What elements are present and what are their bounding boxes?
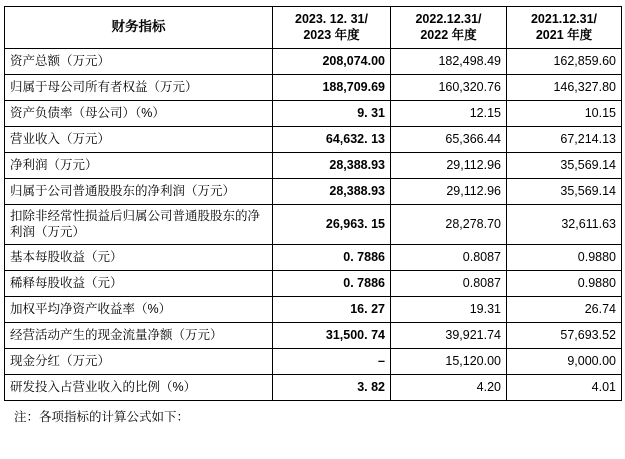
table-row bbox=[5, 75, 622, 101]
financial-indicators-table bbox=[4, 6, 622, 401]
metric-value: 31,500. 74 bbox=[273, 323, 391, 349]
metric-label: 研发投入占营业收入的比例（%） bbox=[5, 375, 273, 401]
metric-label: 经营活动产生的现金流量净额（万元） bbox=[5, 323, 273, 349]
column-header-2023-line1: 2023. 12. 31/ bbox=[295, 11, 368, 26]
metric-value: 188,709.69 bbox=[273, 75, 391, 101]
metric-label: 资产负债率（母公司）（%） bbox=[5, 101, 273, 127]
metric-value: 0. 7886 bbox=[273, 271, 391, 297]
column-header-metric: 财务指标 bbox=[5, 7, 273, 49]
table-body bbox=[5, 49, 622, 401]
metric-value: 4.20 bbox=[391, 375, 507, 401]
table-row bbox=[5, 271, 622, 297]
metric-label: 扣除非经常性损益后归属公司普通股股东的净利润（万元） bbox=[5, 205, 273, 245]
metric-value: 162,859.60 bbox=[507, 49, 622, 75]
metric-label: 营业收入（万元） bbox=[5, 127, 273, 153]
column-header-2022 bbox=[391, 7, 507, 49]
table-row bbox=[5, 101, 622, 127]
metric-value: 208,074.00 bbox=[273, 49, 391, 75]
metric-value: 0.8087 bbox=[391, 245, 507, 271]
metric-value: 15,120.00 bbox=[391, 349, 507, 375]
table-row bbox=[5, 49, 622, 75]
column-header-2021 bbox=[507, 7, 622, 49]
metric-value: 16. 27 bbox=[273, 297, 391, 323]
metric-value: 160,320.76 bbox=[391, 75, 507, 101]
table-row bbox=[5, 179, 622, 205]
header-row bbox=[5, 7, 622, 49]
table-row bbox=[5, 323, 622, 349]
metric-value: – bbox=[273, 349, 391, 375]
metric-label: 归属于公司普通股股东的净利润（万元） bbox=[5, 179, 273, 205]
metric-value: 28,278.70 bbox=[391, 205, 507, 245]
metric-value: 10.15 bbox=[507, 101, 622, 127]
table-row bbox=[5, 297, 622, 323]
table-header bbox=[5, 7, 622, 49]
metric-label: 归属于母公司所有者权益（万元） bbox=[5, 75, 273, 101]
table-row bbox=[5, 153, 622, 179]
metric-value: 19.31 bbox=[391, 297, 507, 323]
metric-value: 35,569.14 bbox=[507, 179, 622, 205]
table-row bbox=[5, 205, 622, 245]
table-footnote: 注：各项指标的计算公式如下： bbox=[14, 410, 190, 424]
metric-label: 稀释每股收益（元） bbox=[5, 271, 273, 297]
column-header-2022-line2: 2022 年度 bbox=[420, 27, 477, 42]
metric-value: 35,569.14 bbox=[507, 153, 622, 179]
column-header-2021-line2: 2021 年度 bbox=[535, 27, 593, 42]
metric-value: 4.01 bbox=[507, 375, 622, 401]
metric-value: 0.8087 bbox=[391, 271, 507, 297]
metric-value: 9. 31 bbox=[273, 101, 391, 127]
metric-value: 12.15 bbox=[391, 101, 507, 127]
metric-value: 0.9880 bbox=[507, 245, 622, 271]
metric-value: 9,000.00 bbox=[507, 349, 622, 375]
metric-label: 基本每股收益（元） bbox=[5, 245, 273, 271]
metric-label: 加权平均净资产收益率（%） bbox=[5, 297, 273, 323]
metric-label: 现金分红（万元） bbox=[5, 349, 273, 375]
metric-value: 182,498.49 bbox=[391, 49, 507, 75]
metric-value: 39,921.74 bbox=[391, 323, 507, 349]
table-row bbox=[5, 245, 622, 271]
column-header-2021-line1: 2021.12.31/ bbox=[530, 11, 598, 26]
metric-value: 26,963. 15 bbox=[273, 205, 391, 245]
metric-value: 28,388.93 bbox=[273, 179, 391, 205]
metric-value: 26.74 bbox=[507, 297, 622, 323]
metric-value: 0.9880 bbox=[507, 271, 622, 297]
metric-value: 64,632. 13 bbox=[273, 127, 391, 153]
column-header-2023-line2: 2023 年度 bbox=[303, 27, 360, 42]
metric-value: 29,112.96 bbox=[391, 153, 507, 179]
table-row bbox=[5, 375, 622, 401]
metric-value: 65,366.44 bbox=[391, 127, 507, 153]
metric-value: 28,388.93 bbox=[273, 153, 391, 179]
metric-value: 67,214.13 bbox=[507, 127, 622, 153]
metric-value: 146,327.80 bbox=[507, 75, 622, 101]
column-header-2022-line1: 2022.12.31/ bbox=[415, 11, 482, 26]
metric-value: 0. 7886 bbox=[273, 245, 391, 271]
column-header-2023 bbox=[273, 7, 391, 49]
metric-value: 3. 82 bbox=[273, 375, 391, 401]
table-row bbox=[5, 127, 622, 153]
metric-value: 32,611.63 bbox=[507, 205, 622, 245]
table-row bbox=[5, 349, 622, 375]
metric-label: 资产总额（万元） bbox=[5, 49, 273, 75]
metric-label: 净利润（万元） bbox=[5, 153, 273, 179]
metric-value: 29,112.96 bbox=[391, 179, 507, 205]
metric-value: 57,693.52 bbox=[507, 323, 622, 349]
